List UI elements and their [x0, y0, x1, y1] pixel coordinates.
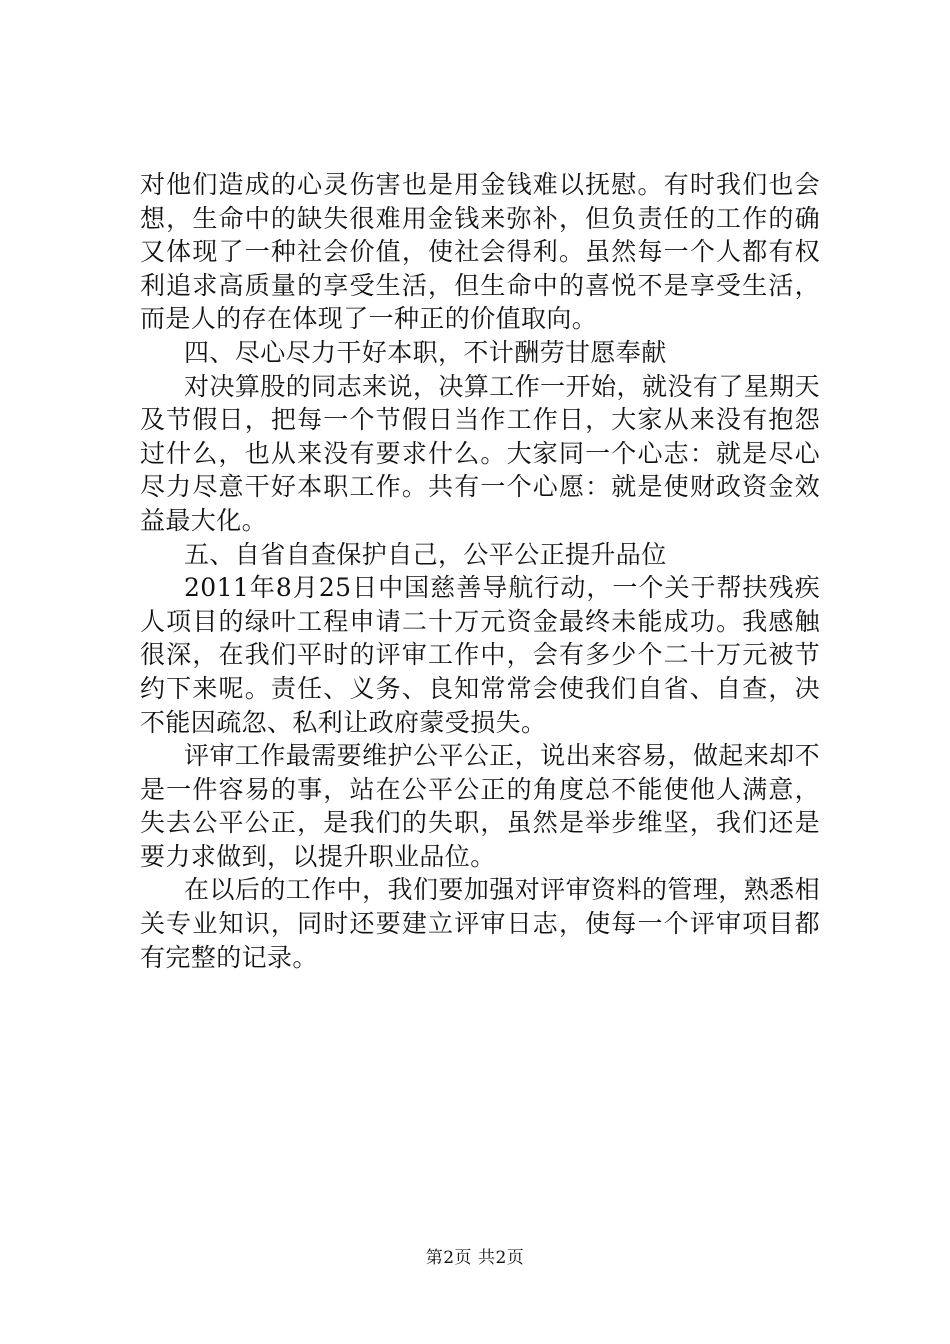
paragraph-section-5a: 2011年8月25日中国慈善导航行动，一个关于帮扶残疾人项目的绿叶工程申请二十万元资金最终未能成功。我感触很深，在我们平时的评审工作中，会有多少个二十万元被节约下来呢。责任、义务、良知常常会使我们自省、自查，决不能因疏忽、私利让政府蒙受损失。 [140, 573, 820, 737]
paragraph-section-5c: 在以后的工作中，我们要加强对评审资料的管理，熟悉相关专业知识，同时还要建立评审日志，使每一个评审项目都有完整的记录。 [140, 875, 820, 972]
section-heading-5: 五、自省自查保护自己，公平公正提升品位 [184, 539, 667, 569]
section-heading-4: 四、尽心尽力干好本职，不计酬劳甘愿奉献 [184, 337, 667, 367]
paragraph-section-4: 对决算股的同志来说，决算工作一开始，就没有了星期天及节假日，把每一个节假日当作工作日，大家从来没有抱怨过什么，也从来没有要求什么。大家同一个心志：就是尽心尽力尽意干好本职工作。共有一个心愿：就是使财政资金效益最大化。 [140, 371, 820, 535]
paragraph-continuation: 对他们造成的心灵伤害也是用金钱难以抚慰。有时我们也会想，生命中的缺失很难用金钱来弥补，但负责任的工作的确又体现了一种社会价值，使社会得利。虽然每一个人都有权利追求高质量的享受生活，但生命中的喜悦不是享受生活，而是人的存在体现了一种正的价值取向。 [140, 170, 820, 334]
document-body [140, 168, 820, 974]
paragraph-section-5b: 评审工作最需要维护公平公正，说出来容易，做起来却不是一件容易的事，站在公平公正的角度总不能使他人满意，失去公平公正，是我们的失职，虽然是举步维坚，我们还是要力求做到，以提升职业品位。 [140, 741, 820, 871]
page-number-footer: 第2页 共2页 [425, 1248, 525, 1268]
